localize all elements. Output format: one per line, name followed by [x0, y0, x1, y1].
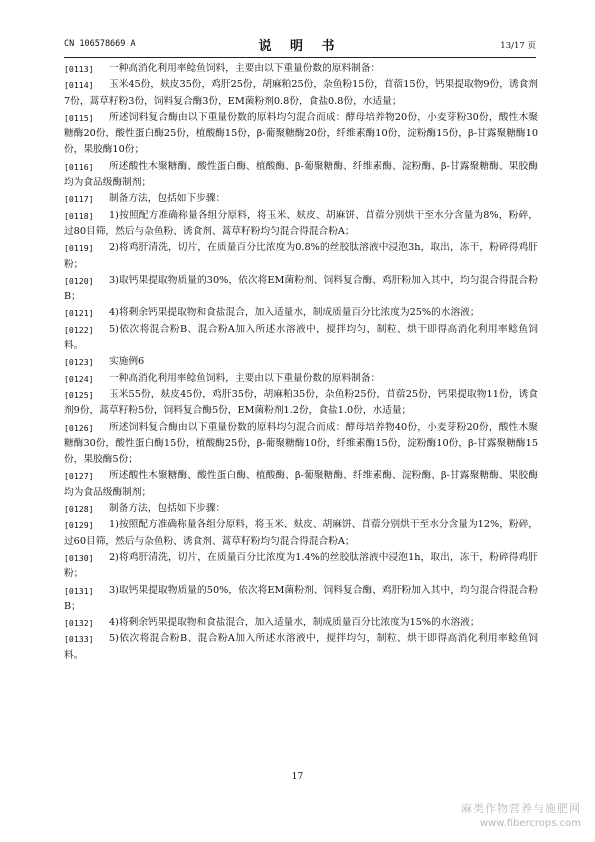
patent-number: CN 106578669 A [64, 39, 136, 49]
paragraph [64, 305, 538, 321]
paragraph [64, 371, 538, 387]
paragraph-text: 制备方法，包括如下步骤： [109, 503, 226, 515]
paragraph [64, 420, 538, 469]
paragraph [64, 322, 538, 355]
paragraph [64, 354, 538, 370]
paragraph [64, 110, 538, 159]
paragraph-number: [0124] [64, 373, 94, 384]
site-watermark [461, 800, 581, 829]
paragraph-number: [0121] [64, 308, 94, 319]
paragraph-text: 玉米55份，麸皮45份，鸡肝35份，胡麻粕35份，杂鱼粉25份，苜蓿25份，钙果提取物11份，诱食剂9份，蒿草籽粉5份，饲料复合酶5份，EM菌粉剂1.2份，食盐1.0份，水适量； [64, 388, 538, 417]
paragraph [64, 208, 538, 241]
page-header [64, 37, 536, 55]
paragraph-text: 所述酸性木聚糖酶、酸性蛋白酶、植酸酶、β-葡聚糖酶、纤维素酶、淀粉酶、β-甘露聚糖酶、果胶酶均为食品级酶制剂； [64, 160, 538, 189]
paragraph-number: [0117] [64, 194, 94, 205]
paragraph-number: [0129] [64, 520, 94, 531]
paragraph [64, 159, 538, 192]
paragraph-number: [0123] [64, 357, 94, 368]
document-body [64, 61, 538, 664]
paragraph [64, 501, 538, 517]
paragraph-text: 5)依次将混合粉B、混合粉A加入所述水溶液中，搅拌均匀，制粒、烘干即得高消化利用率鲶鱼饲料。 [64, 323, 538, 352]
paragraph [64, 191, 538, 207]
paragraph-number: [0128] [64, 504, 94, 515]
paragraph-text: 3)取钙果提取物质量的50%，依次将EM菌粉剂、饲料复合酶、鸡肝粉加入其中，均匀混合得混合粉B； [64, 584, 538, 612]
paragraph-text: 1)按照配方准确称量各组分原料，将玉米、麸皮、胡麻饼、苜蓿分别烘干至水分含量为8%，粉碎，过80目筛，然后与杂鱼粉、诱食剂、蒿草籽粉均匀混合得混合粉A； [64, 209, 538, 237]
paragraph-number: [0116] [64, 161, 94, 172]
paragraph-text: 4)将剩余钙果提取物和食盐混合，加入适量水，制成质量百分比浓度为25%的水溶液； [109, 307, 480, 319]
paragraph [64, 61, 538, 77]
document-type-title: 说 明 书 [258, 39, 342, 54]
paragraph-number: [0133] [64, 634, 94, 645]
paragraph-text: 2)将鸡肝清洗，切片，在质量百分比浓度为0.8%的丝胶肽溶液中浸泡3h，取出，冻干，粉碎得鸡肝粉； [64, 242, 538, 270]
paragraph-number: [0120] [64, 275, 94, 286]
paragraph [64, 273, 538, 306]
paragraph-text: 2)将鸡肝清洗，切片，在质量百分比浓度为1.4%的丝胶肽溶液中浸泡1h，取出，冻干，粉碎得鸡肝粉； [64, 551, 538, 580]
paragraph-number: [0119] [64, 243, 94, 254]
paragraph-number: [0115] [64, 112, 94, 123]
paragraph-text: 一种高消化利用率鲶鱼饲料，主要由以下重量份数的原料制备： [109, 63, 381, 74]
paragraph-text: 一种高消化利用率鲶鱼饲料，主要由以下重量份数的原料制备： [109, 372, 381, 384]
watermark-site-name: 麻类作物营养与施肥网 [461, 802, 581, 815]
paragraph-text: 制备方法，包括如下步骤： [109, 193, 226, 205]
paragraph-text: 1)按照配方准确称量各组分原料，将玉米、麸皮、胡麻饼、苜蓿分别烘干至水分含量为12%，粉碎，过60目筛，然后与杂鱼粉、诱食剂、蒿草籽粉均匀混合得混合粉A； [64, 519, 538, 547]
paragraph-number: [0125] [64, 389, 94, 400]
paragraph-text: 所述饲料复合酶由以下重量份数的原料均匀混合而成：酵母培养物20份，小麦芽粉30份，酸性木聚糖酶20份，酸性蛋白酶25份，植酸酶15份，β-葡聚糖酶20份，纤维素酶10份，淀粉酶15份，β-甘露聚糖酶10份，果胶酶10份； [64, 111, 538, 156]
paragraph-number: [0127] [64, 471, 94, 482]
header-divider [64, 57, 536, 58]
paragraph [64, 468, 538, 501]
watermark-url: www.fibercrops.com [479, 818, 581, 829]
paragraph [64, 77, 538, 110]
paragraph [64, 631, 538, 664]
paragraph-number: [0126] [64, 422, 94, 433]
paragraph-number: [0122] [64, 324, 94, 335]
paragraph-number: [0132] [64, 618, 94, 629]
paragraph-text: 所述酸性木聚糖酶、酸性蛋白酶、植酸酶、β-葡聚糖酶、纤维素酶、淀粉酶、β-甘露聚糖酶、果胶酶均为食品级酶制剂； [64, 470, 538, 498]
paragraph-text: 4)将剩余钙果提取物和食盐混合，加入适量水，制成质量百分比浓度为15%的水溶液； [109, 617, 480, 629]
paragraph [64, 240, 538, 273]
paragraph-number: [0130] [64, 552, 94, 563]
paragraph-text: 所述饲料复合酶由以下重量份数的原料均匀混合而成：酵母培养物40份，小麦芽粉20份，酸性木聚糖酶30份，酸性蛋白酶15份，植酸酶25份，β-葡聚糖酶10份，纤维素酶15份，淀粉酶10份，β-甘露聚糖酶15份，果胶酶5份； [64, 421, 538, 466]
paragraph [64, 387, 538, 420]
paragraph-text: 3)取钙果提取物质量的30%，依次将EM菌粉剂、饲料复合酶、鸡肝粉加入其中，均匀混合得混合粉B； [64, 274, 538, 303]
paragraph-text: 实施例6 [109, 356, 145, 368]
paragraph-number: [0114] [64, 80, 94, 91]
page-number: 17 [291, 772, 304, 782]
page-indicator: 13/17 页 [500, 41, 536, 51]
paragraph [64, 550, 538, 583]
paragraph [64, 583, 538, 616]
paragraph-number: [0113] [64, 64, 94, 74]
paragraph [64, 615, 538, 631]
paragraph-text: 5)依次将混合粉B、混合粉A加入所述水溶液中，搅拌均匀，制粒、烘干即得高消化利用率鲶鱼饲料。 [64, 633, 538, 661]
paragraph [64, 517, 538, 550]
paragraph-number: [0131] [64, 585, 94, 596]
paragraph-text: 玉米45份，麸皮35份，鸡肝25份，胡麻粕25份，杂鱼粉15份，苜蓿15份，钙果提取物9份，诱食剂7份，蒿草籽粉3份，饲料复合酶3份，EM菌粉剂0.8份，食盐0.8份，水适量； [64, 79, 538, 107]
paragraph-number: [0118] [64, 210, 94, 221]
